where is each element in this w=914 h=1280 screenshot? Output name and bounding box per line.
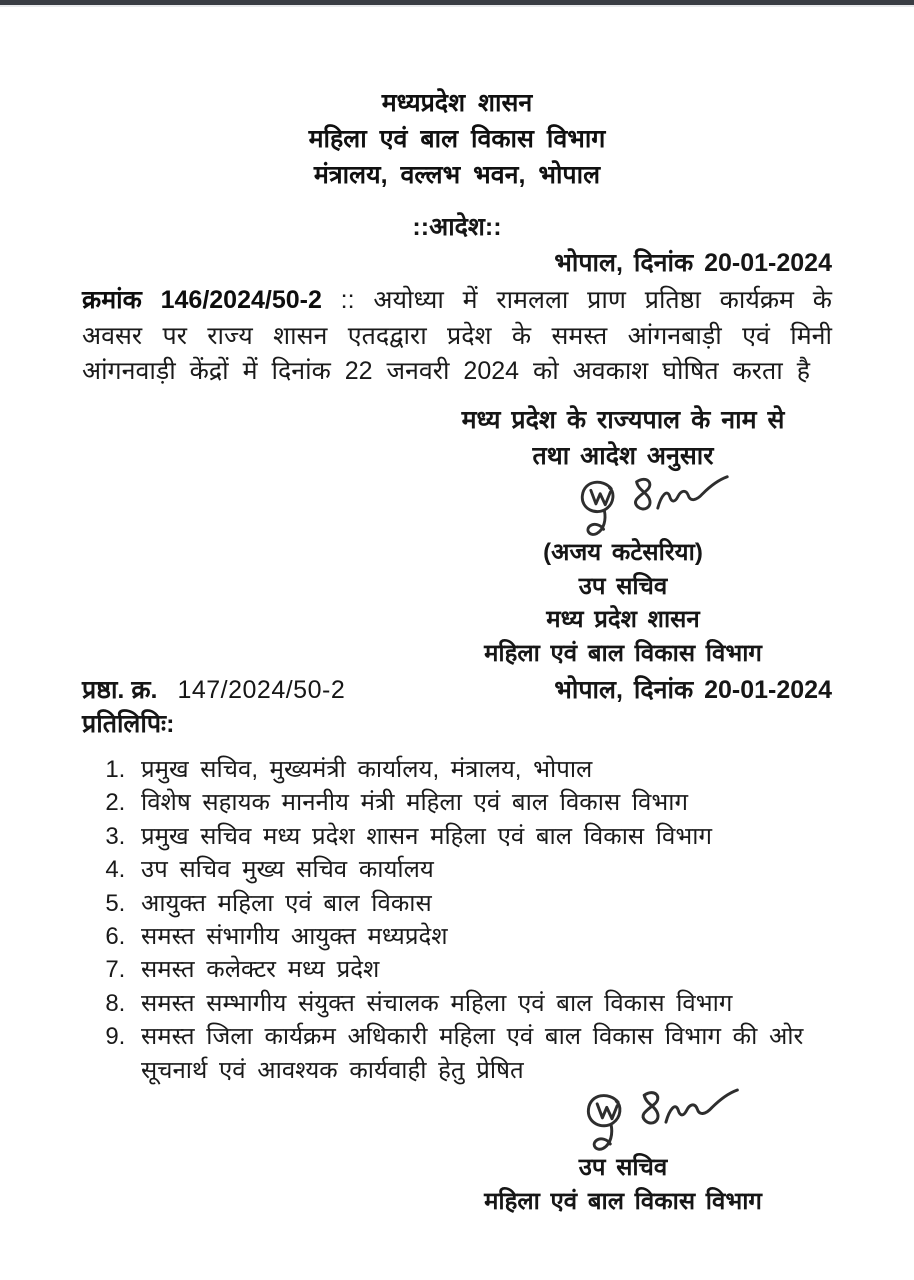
recipient-item: 4. उप सचिव मुख्य सचिव कार्यालय bbox=[137, 853, 832, 886]
signatory-department: महिला एवं बाल विकास विभाग bbox=[484, 639, 762, 667]
signatory-government: मध्य प्रदेश शासन bbox=[546, 606, 700, 633]
letterhead bbox=[82, 85, 832, 193]
order-title: ::आदेश:: bbox=[412, 213, 502, 241]
order-separator: :: bbox=[340, 286, 355, 314]
order-body-text: अयोध्या में रामलला प्राण प्रतिष्ठा कार्यक्रम के अवसर पर राज्य शासन एतदद्वारा प्रदेश के समस्त आंगनबाड़ी एवं मिनी आंगनवाड़ी केंद्रों में दिनांक 22 जनवरी 2024 को अवकाश घोषित करता है bbox=[82, 286, 832, 385]
signatory-name: (अजय कटेसरिया) bbox=[543, 538, 703, 566]
endorsement-ref-number: 147/2024/50-2 bbox=[177, 676, 346, 704]
footer-signature-block bbox=[413, 1083, 833, 1218]
endorsement-ref-label: प्रष्ठा. क्र. bbox=[82, 676, 158, 704]
office-address: मंत्रालय, वल्लभ भवन, भोपाल bbox=[313, 161, 601, 189]
signature-scribble-icon bbox=[556, 470, 746, 542]
endorsement-reference bbox=[82, 673, 345, 707]
recipient-item: 8. समस्त सम्भागीय संयुक्त संचालक महिला एवं बाल विकास विभाग bbox=[137, 987, 832, 1020]
recipient-item: 9. समस्त जिला कार्यक्रम अधिकारी महिला एवं बाल विकास विभाग की ओर सूचनार्थ एवं आवश्यक कार्यवाही हेतु प्रेषित bbox=[137, 1020, 832, 1087]
footer-signatory-designation: उप सचिव bbox=[578, 1154, 668, 1182]
footer-signatory-department: महिला एवं बाल विकास विभाग bbox=[484, 1187, 762, 1215]
recipient-item: 5. आयुक्त महिला एवं बाल विकास bbox=[137, 887, 832, 920]
recipient-item: 3. प्रमुख सचिव मध्य प्रदेश शासन महिला एवं बाल विकास विभाग bbox=[137, 820, 832, 853]
signature-block bbox=[413, 402, 833, 671]
recipient-item: 1. प्रमुख सचिव, मुख्यमंत्री कार्यालय, मंत्रालय, भोपाल bbox=[137, 753, 832, 786]
endorsement-place-date: भोपाल, दिनांक 20-01-2024 bbox=[554, 676, 832, 704]
recipient-item: 6. समस्त संभागीय आयुक्त मध्यप्रदेश bbox=[137, 920, 832, 953]
recipient-item: 7. समस्त कलेक्टर मध्य प्रदेश bbox=[137, 953, 832, 986]
order-body-paragraph bbox=[82, 283, 832, 390]
order-reference-number: क्रमांक 146/2024/50-2 bbox=[82, 286, 322, 314]
authority-line-1: मध्य प्रदेश के राज्यपाल के नाम से bbox=[461, 405, 785, 434]
endorsement-row bbox=[82, 673, 832, 707]
recipient-item: 2. विशेष सहायक माननीय मंत्री महिला एवं बाल विकास विभाग bbox=[137, 786, 832, 819]
window-top-bar bbox=[0, 0, 914, 7]
government-name: मध्यप्रदेश शासन bbox=[381, 89, 533, 117]
department-name: महिला एवं बाल विकास विभाग bbox=[308, 125, 606, 153]
authority-line-2: तथा आदेश अनुसार bbox=[532, 441, 714, 470]
signature-scribble-icon bbox=[561, 1083, 757, 1157]
copy-to-label: प्रतिलिपिः: bbox=[82, 710, 175, 738]
signatory-designation: उप सचिव bbox=[578, 572, 668, 600]
scanned-order-document bbox=[0, 85, 914, 1218]
order-place-date: भोपाल, दिनांक 20-01-2024 bbox=[554, 249, 832, 277]
recipients-list bbox=[110, 753, 832, 1087]
